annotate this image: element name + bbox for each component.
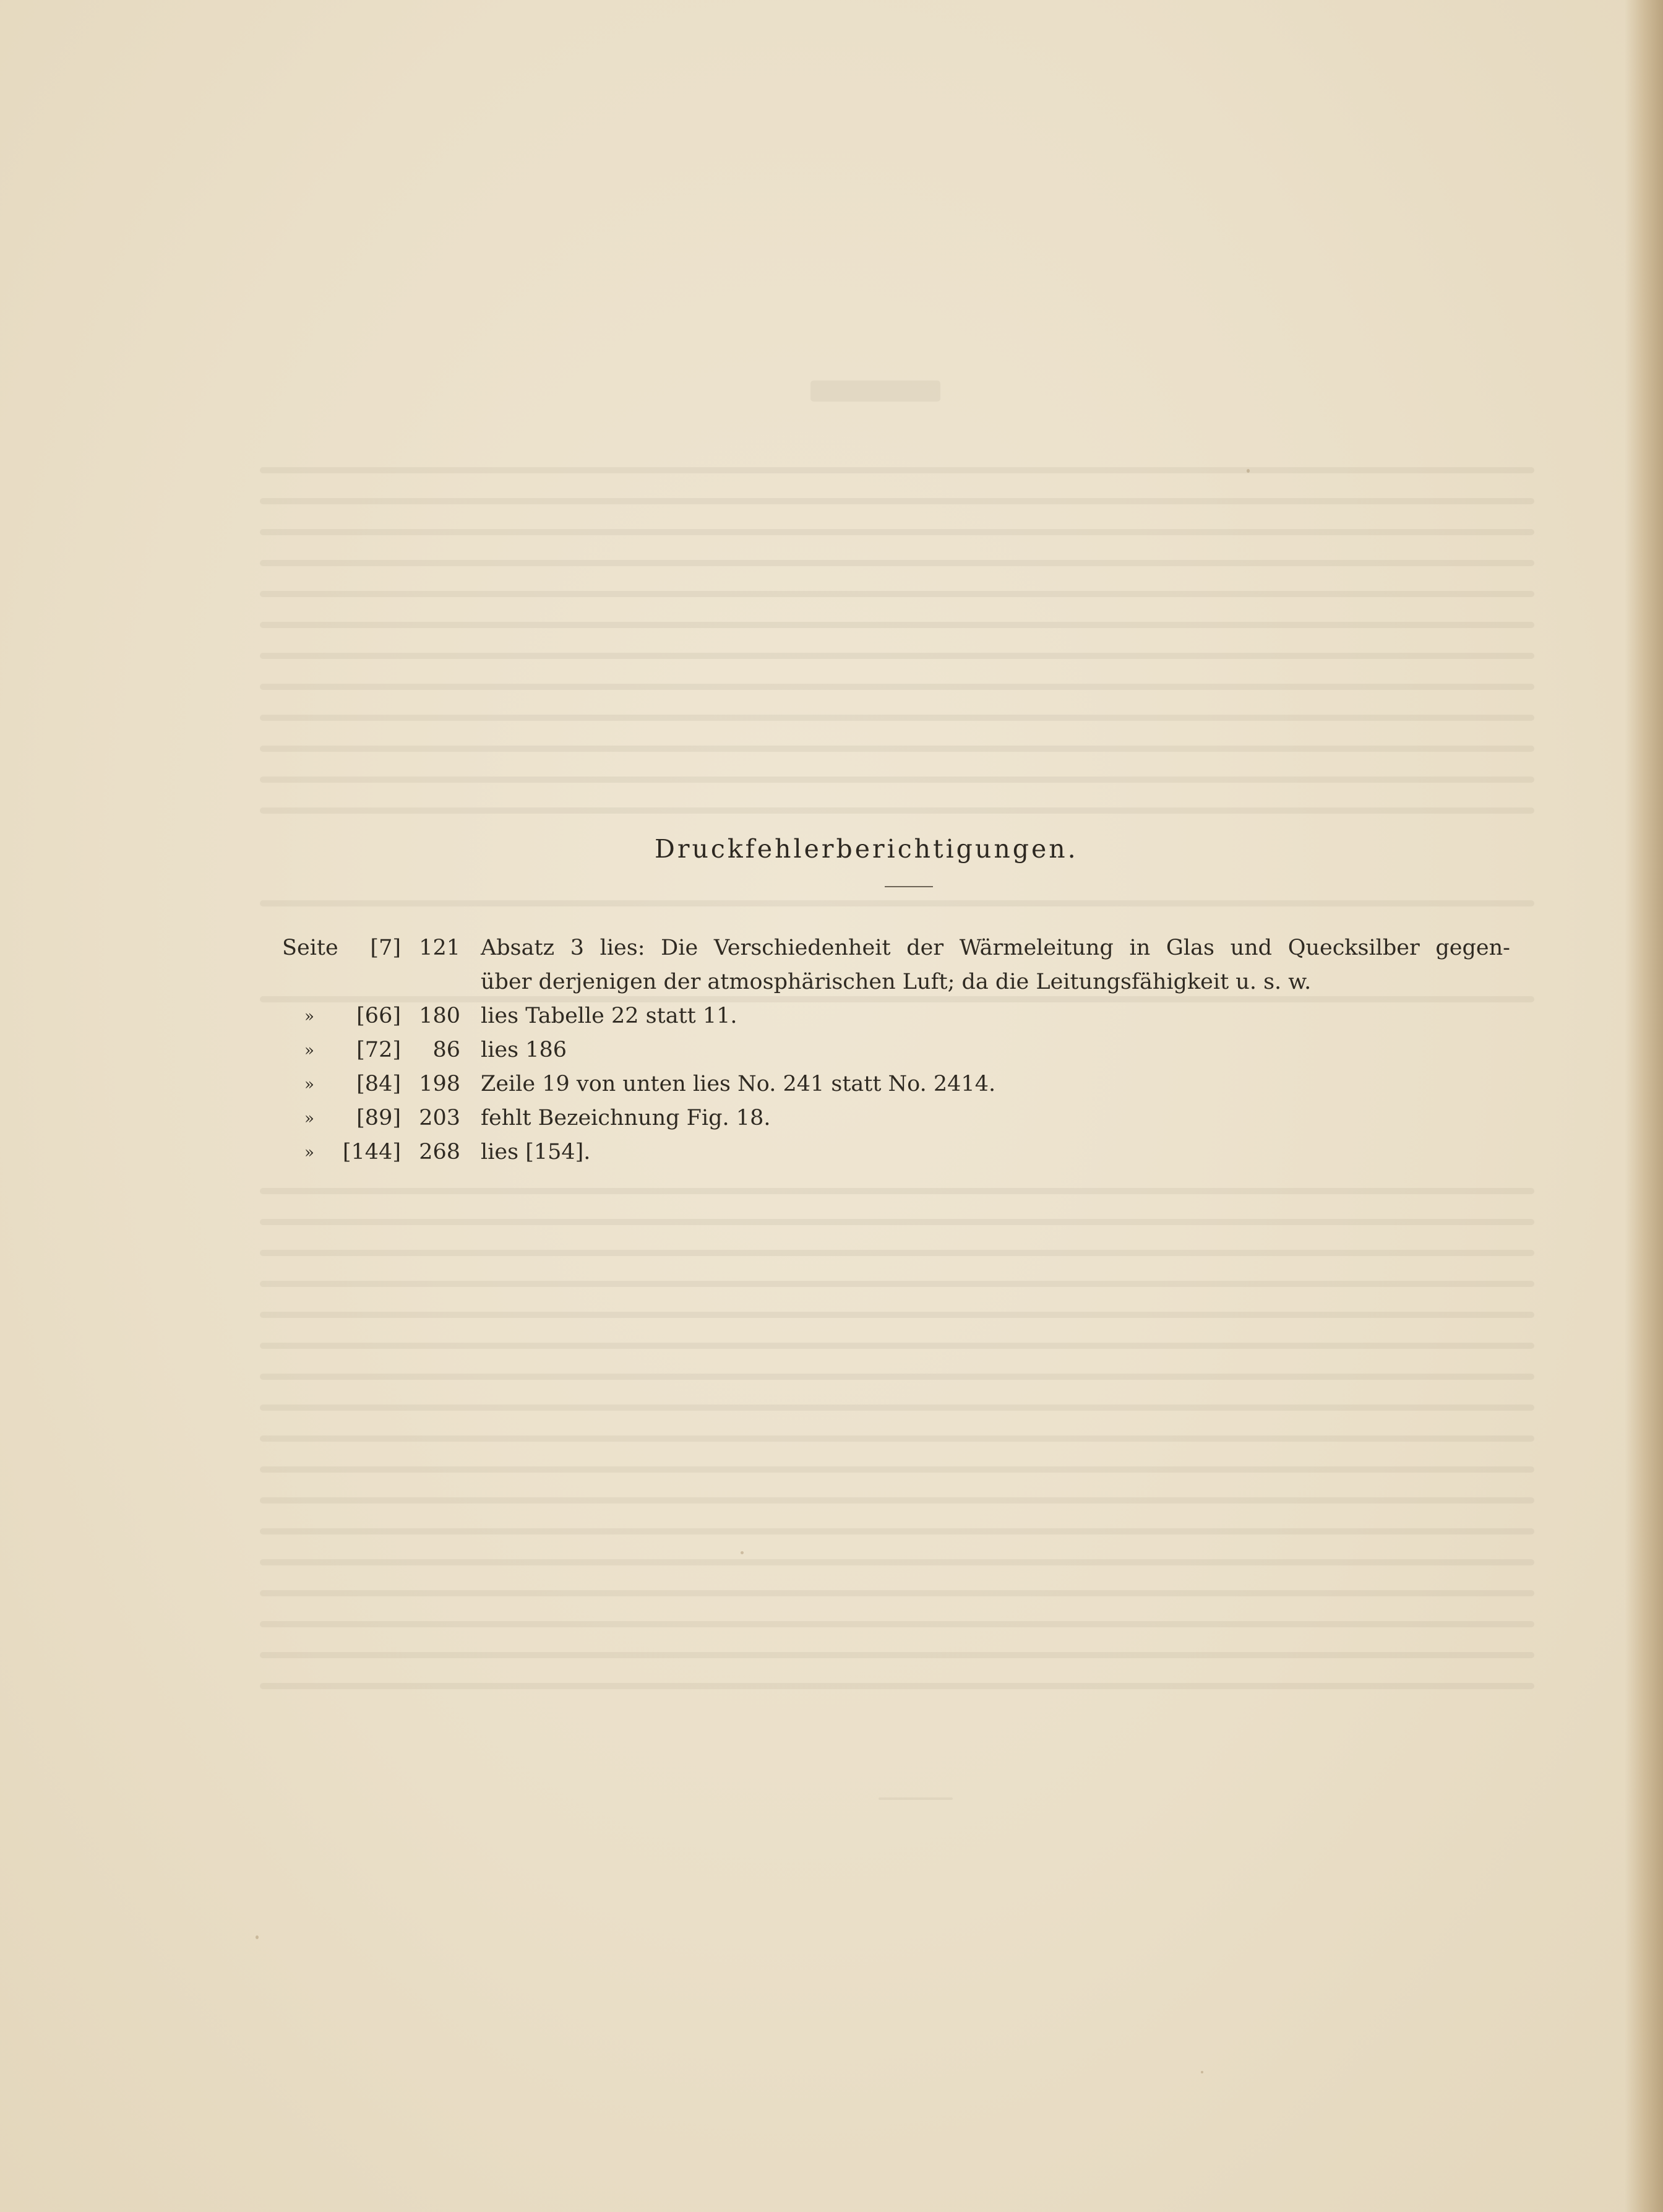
ditto-mark: » xyxy=(304,1075,314,1094)
page-title: Druckfehlerberichtigungen. xyxy=(655,834,1078,864)
ditto-mark: » xyxy=(304,1007,314,1026)
foxing-spot xyxy=(1201,2071,1203,2073)
original-page-number: 86 xyxy=(432,1038,460,1062)
correction-text: Absatz 3 lies: Die Verschiedenheit der Wärmeleitung in Glas und Quecksilber gegen- xyxy=(481,936,1510,960)
ditto-mark: » xyxy=(304,1109,314,1128)
errata-row xyxy=(0,1038,1663,1070)
ditto-mark: » xyxy=(304,1143,314,1162)
title-rule xyxy=(885,886,933,887)
page-reference: [72] xyxy=(356,1038,401,1062)
original-page-number: 180 xyxy=(419,1004,460,1028)
page-reference: [89] xyxy=(356,1106,401,1130)
seite-label: Seite xyxy=(282,936,338,960)
errata-row xyxy=(0,936,1663,968)
correction-text: lies 186 xyxy=(481,1038,567,1062)
page-reference: [66] xyxy=(356,1004,401,1028)
foxing-spot xyxy=(1247,469,1250,473)
page-reference: [84] xyxy=(356,1072,401,1096)
correction-text-continuation: über derjenigen der atmosphärischen Luft; da die Leitungsfähigkeit u. s. w. xyxy=(481,970,1312,994)
foxing-spot xyxy=(741,1551,744,1554)
correction-text: Zeile 19 von unten lies No. 241 statt No. 2414. xyxy=(481,1072,996,1096)
errata-row xyxy=(0,1106,1663,1138)
page-reference: [144] xyxy=(342,1140,401,1164)
original-page-number: 203 xyxy=(419,1106,460,1130)
original-page-number: 198 xyxy=(419,1072,460,1096)
correction-text: fehlt Bezeichnung Fig. 18. xyxy=(481,1106,771,1130)
original-page-number: 121 xyxy=(419,936,460,960)
foxing-spot xyxy=(256,1935,259,1939)
errata-row-continuation xyxy=(0,970,1663,1002)
ditto-mark: » xyxy=(304,1041,314,1060)
errata-row xyxy=(0,1072,1663,1104)
page-reference: [7] xyxy=(370,936,401,960)
correction-text: lies [154]. xyxy=(481,1140,591,1164)
errata-row xyxy=(0,1004,1663,1036)
errata-row xyxy=(0,1140,1663,1172)
correction-text: lies Tabelle 22 statt 11. xyxy=(481,1004,737,1028)
original-page-number: 268 xyxy=(419,1140,460,1164)
